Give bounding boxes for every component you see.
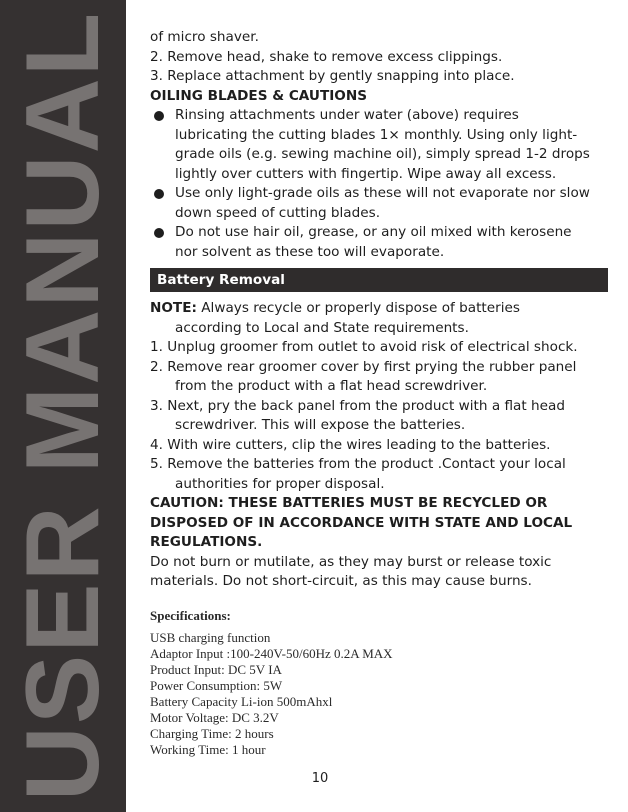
note-label: NOTE: bbox=[150, 300, 197, 316]
cleaning-step: 3. Replace attachment by gently snapping into place. bbox=[150, 68, 515, 84]
note-text-continued: according to Local and State requirements. bbox=[175, 319, 469, 336]
spec-item: Adaptor Input :100-240V-50/60Hz 0.2A MAX bbox=[150, 645, 393, 661]
battery-step: 2. Remove rear groomer cover by first prying the rubber panel bbox=[150, 358, 577, 375]
oiling-bullet bbox=[150, 223, 608, 262]
specifications bbox=[150, 608, 608, 758]
battery-step-continued: screwdriver. This will expose the batteries. bbox=[175, 417, 466, 433]
page-content bbox=[150, 28, 608, 758]
burn-warning: materials. Do not short-circuit, as this may cause burns. bbox=[150, 573, 532, 589]
bullet-dot-icon bbox=[154, 111, 164, 121]
spec-item: Charging Time: 2 hours bbox=[150, 725, 274, 741]
oiling-bullet-line: down speed of cutting blades. bbox=[175, 204, 381, 221]
sidebar-band bbox=[0, 0, 126, 812]
recycle-caution: REGULATIONS. bbox=[150, 534, 263, 550]
spec-item: Product Input: DC 5V IA bbox=[150, 661, 282, 677]
oiling-bullet bbox=[150, 184, 608, 223]
specifications-title: Specifications: bbox=[150, 607, 231, 623]
oiling-heading: OILING BLADES & CAUTIONS bbox=[150, 87, 367, 104]
recycle-caution: DISPOSED OF IN ACCORDANCE WITH STATE AND LOCAL bbox=[150, 514, 573, 531]
spec-item: Battery Capacity Li-ion 500mAhxl bbox=[150, 693, 333, 709]
oiling-bullet-line: Do not use hair oil, grease, or any oil mixed with kerosene bbox=[175, 224, 572, 240]
note-text: Always recycle or properly dispose of batteries bbox=[196, 300, 520, 316]
spec-item: Power Consumption: 5W bbox=[150, 677, 283, 693]
oiling-bullet-line: Use only light-grade oils as these will not evaporate nor slow bbox=[175, 185, 590, 201]
oiling-bullet-line: lightly over cutters with fingertip. Wipe away all excess. bbox=[175, 165, 557, 182]
spec-item: Motor Voltage: DC 3.2V bbox=[150, 709, 279, 725]
sidebar-title: USER MANUAL bbox=[5, 10, 121, 802]
battery-step: 5. Remove the batteries from the product .Contact your local bbox=[150, 456, 566, 472]
burn-warning: Do not burn or mutilate, as they may burst or release toxic bbox=[150, 553, 552, 570]
recycle-caution: CAUTION: THESE BATTERIES MUST BE RECYCLED OR bbox=[150, 495, 548, 511]
battery-note bbox=[150, 299, 608, 319]
battery-step-continued: from the product with a flat head screwdriver. bbox=[175, 378, 488, 394]
battery-step-continued: authorities for proper disposal. bbox=[175, 475, 385, 492]
oiling-bullet bbox=[150, 106, 608, 184]
oiling-bullet-line: grade oils (e.g. sewing machine oil), simply spread 1-2 drops bbox=[175, 146, 590, 162]
battery-step: 4. With wire cutters, clip the wires leading to the batteries. bbox=[150, 436, 551, 453]
cleaning-step: 2. Remove head, shake to remove excess clippings. bbox=[150, 48, 503, 65]
battery-removal-header: Battery Removal bbox=[150, 268, 608, 292]
page-number: 10 bbox=[311, 771, 329, 786]
bullet-dot-icon bbox=[154, 189, 164, 199]
battery-step: 3. Next, pry the back panel from the product with a flat head bbox=[150, 397, 565, 414]
cleaning-continued: of micro shaver. bbox=[150, 29, 259, 45]
oiling-bullet-line: Rinsing attachments under water (above) requires bbox=[175, 107, 519, 123]
battery-step: 1. Unplug groomer from outlet to avoid risk of electrical shock. bbox=[150, 339, 578, 355]
bullet-dot-icon bbox=[154, 228, 164, 238]
oiling-bullet-line: lubricating the cutting blades 1× monthly. Using only light- bbox=[175, 126, 578, 143]
spec-item: USB charging function bbox=[150, 629, 271, 645]
oiling-bullet-line: nor solvent as these too will evaporate. bbox=[175, 243, 445, 260]
spec-item: Working Time: 1 hour bbox=[150, 741, 266, 757]
